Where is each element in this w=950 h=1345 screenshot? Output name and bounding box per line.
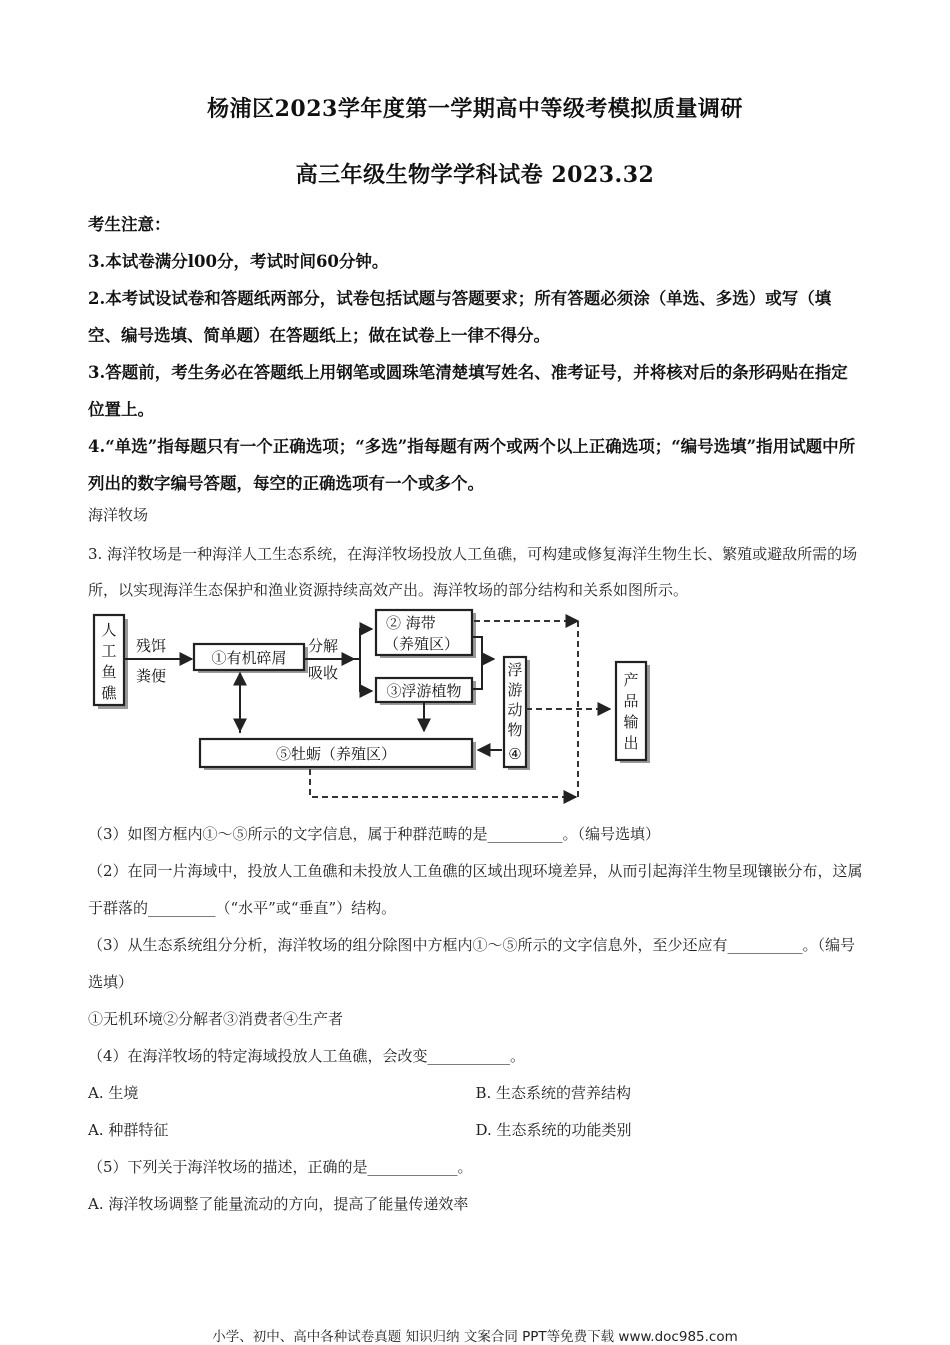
question-3-options: ①无机环境②分解者③消费者④生产者 (88, 1010, 344, 1028)
question-intro: 3. 海洋牧场是一种海洋人工生态系统，在海洋牧场投放人工鱼礁，可构建或修复海洋生物生长、繁殖或避敌所需的场所，以实现海洋生态保护和渔业资源持续高效产出。海洋牧场的部分结构和关系如图所示。 (88, 545, 858, 599)
output-char: 品 (623, 692, 639, 710)
question-1: （3）如图方框内①～⑤所示的文字信息，属于种群范畴的是__________。（编号选填） (88, 825, 661, 843)
phytoplankton-box (376, 678, 476, 705)
output-char: 出 (623, 734, 639, 752)
footer-ad: 小学、初中、高中各种试卷真题 知识归纳 文案合同 PPT等免费下载 www.doc985.com (212, 1329, 738, 1345)
option-d: D. 生态系统的功能类别 (475, 1121, 632, 1139)
section-title: 海洋牧场 (88, 506, 149, 524)
reef-char: 工 (101, 642, 117, 660)
residue-label-bottom: 粪便 (136, 667, 167, 685)
oyster-output-arrow (310, 769, 576, 797)
reef-char: 礁 (101, 684, 117, 702)
candidate-notice (88, 206, 863, 502)
debris-box (194, 644, 308, 673)
question-5: （5）下列关于海洋牧场的描述，正确的是____________。 (88, 1158, 473, 1176)
zooplankton-box (504, 657, 530, 770)
zoo-char: 物 (507, 721, 523, 739)
exam-subtitle: 高三年级生物学学科试卷 2023.32 (295, 162, 655, 188)
zoo-char: 浮 (507, 661, 523, 679)
oyster-box (200, 739, 476, 770)
option-b: B. 生态系统的营养结构 (475, 1084, 632, 1102)
reef-char: 鱼 (101, 663, 117, 681)
notice-item: 2.本考试设试卷和答题纸两部分，试卷包括试题与答题要求；所有答题必须涂（单选、多选）或写（填空、编号选填、简单题）在答题纸上；做在试卷上一律不得分。 (88, 289, 832, 345)
marine-ranch-diagram (90, 607, 690, 807)
zoo-char: 动 (507, 701, 523, 719)
kelp-box (376, 610, 476, 658)
notice-item: 3.答题前，考生务必在答题纸上用钢笔或圆珠笔清楚填写姓名、准考证号，并将核对后的条形码贴在指定位置上。 (88, 363, 848, 419)
zoo-char: ④ (508, 745, 522, 763)
option-a: A. 生境 (88, 1084, 139, 1102)
notice-heading: 考生注意： (88, 215, 171, 234)
output-char: 输 (623, 713, 639, 731)
output-char: 产 (623, 671, 639, 689)
option-c: A. 种群特征 (88, 1121, 169, 1139)
question-3: （3）从生态系统组分分析，海洋牧场的组分除图中方框内①～⑤所示的文字信息外，至少还应有__________。（编号选填） (88, 936, 856, 991)
notice-item: 3.本试卷满分l00分，考试时间60分钟。 (88, 252, 389, 271)
zoo-char: 游 (507, 681, 523, 699)
question-5-option-a: A. 海洋牧场调整了能量流动的方向，提高了能量传递效率 (88, 1195, 469, 1213)
residue-label-top: 残饵 (136, 637, 167, 655)
questions (88, 816, 863, 1223)
question-4-options-row (88, 1112, 863, 1149)
question-4-options-row (88, 1075, 863, 1112)
notice-item: 4.“单选”指每题只有一个正确选项；“多选”指每题有两个或两个以上正确选项；“编号选填”指用试题中所列出的数字编号答题，每空的正确选项有一个或多个。 (88, 437, 856, 493)
oyster-label: ⑤牡蛎（养殖区） (275, 745, 397, 763)
question-4: （4）在海洋牧场的特定海域投放人工鱼礁，会改变___________。 (88, 1047, 526, 1065)
kelp-area-label: （养殖区） (384, 635, 460, 653)
reef-char: 人 (101, 621, 117, 639)
product-output-box (616, 662, 650, 763)
reef-box (94, 615, 128, 709)
debris-label: ①有机碎屑 (211, 649, 287, 667)
phytoplankton-label: ③浮游植物 (386, 682, 462, 700)
kelp-label: ② 海带 (386, 614, 436, 632)
decompose-label-top: 分解 (308, 637, 339, 655)
decompose-label-bottom: 吸收 (308, 664, 339, 682)
question-2: （2）在同一片海域中，投放人工鱼礁和未投放人工鱼礁的区域出现环境差异，从而引起海洋生物呈现镶嵌分布，这属于群落的_________（“水平”或“垂直”）结构。 (88, 862, 863, 917)
exam-title: 杨浦区2023学年度第一学期高中等级考模拟质量调研 (207, 96, 743, 122)
